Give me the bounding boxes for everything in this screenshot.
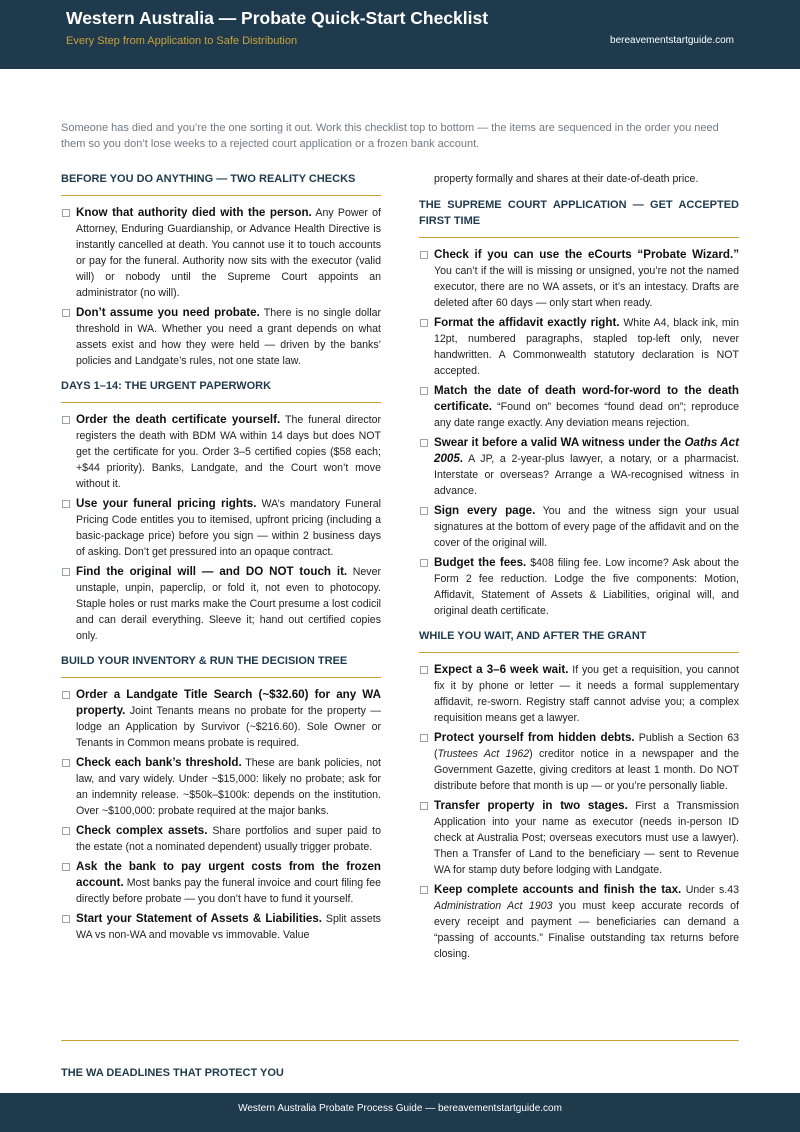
item-body: WA’s mandatory Funeral Pricing Code entitles you to itemised, upfront pricing (including a basic-package price) before you sign — within 2 business days of asking. Don’t get pressured into an opaque contract.: [76, 498, 381, 558]
item-heading-text: Transfer property in two stages.: [434, 799, 628, 812]
item-heading-text: Check if you can use the eCourts “Probate Wizard.”: [434, 248, 739, 261]
checklist-item: [419, 315, 739, 379]
checklist-item: [61, 412, 381, 492]
intro-paragraph: Someone has died and you’re the one sorting it out. Work this checklist top to bottom — the items are sequenced in the order you need them so you don’t lose weeks to a rejected court application or a frozen bank account.: [61, 122, 719, 150]
checkbox[interactable]: [62, 915, 70, 923]
section-title: BEFORE YOU DO ANYTHING — TWO REALITY CHECKS: [61, 171, 381, 196]
checklist-item: [419, 662, 739, 726]
item-heading-punct: .: [459, 452, 464, 465]
checkbox[interactable]: [420, 734, 428, 742]
continued-text: property formally and shares at their date-of-death price.: [434, 173, 699, 185]
item-body: Never unstaple, unpin, paperclip, or fold it, not even to photocopy. Staple holes or rust marks make the Court presume a lost codicil and can derail everything. Sleeve it; hand out certified copies only.: [76, 566, 382, 642]
left-column: [61, 171, 381, 952]
section-title: BUILD YOUR INVENTORY & RUN THE DECISION TREE: [61, 653, 381, 678]
checkbox[interactable]: [420, 802, 428, 810]
page-footer: [0, 1093, 800, 1132]
checkbox[interactable]: [420, 251, 428, 259]
item-heading-text: Check each bank’s threshold.: [76, 756, 242, 769]
item-body: you must keep accurate records of every receipt and payment — beneficiaries can demand a “passing of accounts.” Finalise outstanding tax returns before closing.: [434, 900, 739, 960]
checklist-item: [61, 755, 381, 819]
divider: [61, 1040, 739, 1041]
item-heading: [76, 565, 347, 578]
item-heading-text: Start your Statement of Assets & Liabilities.: [76, 912, 323, 925]
item-heading: [434, 799, 628, 812]
item-heading: [434, 883, 681, 896]
item-body: Publish a Section 63 (: [434, 732, 739, 760]
checkbox[interactable]: [62, 691, 70, 699]
checklist-section: [419, 628, 739, 962]
checklist-item: [61, 859, 381, 907]
item-heading-text: Protect yourself from hidden debts.: [434, 731, 635, 744]
item-heading: [76, 912, 322, 925]
item-heading-text: Format the affidavit exactly right.: [434, 316, 620, 329]
item-heading-text: Know that authority died with the person.: [76, 206, 312, 219]
section-title: THE SUPREME COURT APPLICATION — GET ACCEPTED FIRST TIME: [419, 197, 739, 238]
document-title: Western Australia — Probate Quick-Start Checklist: [66, 8, 489, 28]
item-heading: [434, 663, 568, 676]
section-title: DAYS 1–14: THE URGENT PAPERWORK: [61, 378, 381, 403]
item-heading-text: Keep complete accounts and finish the tax.: [434, 883, 682, 896]
checkbox[interactable]: [420, 319, 428, 327]
checklist-section: [61, 653, 381, 943]
checkbox[interactable]: [62, 209, 70, 217]
checkbox[interactable]: [62, 309, 70, 317]
document-subtitle: Every Step from Application to Safe Distribution: [66, 35, 298, 47]
checklist-item: [419, 383, 739, 431]
checklist-item: [61, 687, 381, 751]
checklist-item: [419, 503, 739, 551]
footer-text: Western Australia Probate Process Guide — bereavementstartguide.com: [238, 1103, 562, 1114]
item-heading-text: Swear it before a valid WA witness under the: [434, 436, 685, 449]
checklist-item: [419, 882, 739, 962]
checklist-item: [61, 823, 381, 855]
item-body: There is no single dollar threshold in WA. Whether you need a grant depends on what assets exist and how they were held — driven by the banks’ policies and Landgate’s rules, not one state law.: [76, 307, 381, 367]
item-heading: [76, 824, 207, 837]
item-body: “Found on” becomes “found dead on”; reproduce any date range exactly. Any deviation means rejection.: [434, 401, 739, 429]
header-site-link[interactable]: bereavementstartguide.com: [610, 35, 734, 46]
item-body: You and the witness sign your usual signatures at the bottom of every page of the affidavit and on the cover of the original will.: [434, 505, 739, 549]
item-heading: [434, 316, 620, 329]
item-citation: Administration Act 1903: [434, 900, 553, 912]
item-body: These are bank policies, not law, and vary widely. Under ~$15,000: likely no probate; ask for an indemnity release. ~$50k–$100k: depends on the institution. Over ~$100,000: probate required at the major banks.: [76, 757, 381, 817]
item-body: Most banks pay the funeral invoice and court filing fee directly before probate — you don’t have to fund it yourself.: [76, 877, 381, 905]
item-body: You can’t if the will is missing or unsigned, you’re not the named executor, there are no WA assets, or it’s an intestacy. Drafts are deleted after 60 days — only start when ready.: [434, 265, 739, 309]
checkbox[interactable]: [62, 759, 70, 767]
checklist-item: [419, 555, 739, 619]
item-heading: [434, 504, 535, 517]
checklist-item: [61, 564, 381, 644]
checkbox[interactable]: [420, 666, 428, 674]
item-heading: [434, 248, 739, 261]
item-heading-text: Find the original will — and DO NOT touch it.: [76, 565, 348, 578]
item-heading: [434, 731, 635, 744]
checkbox[interactable]: [420, 507, 428, 515]
item-body: A JP, a 2-year-plus lawyer, a notary, or a pharmacist. Interstate or overseas? Arrange a WA-recognised witness in advance.: [434, 453, 739, 497]
item-heading-text: Check complex assets.: [76, 824, 208, 837]
checkbox[interactable]: [420, 886, 428, 894]
checklist-item: [61, 305, 381, 369]
item-heading-text: Sign every page.: [434, 504, 536, 517]
item-heading: [76, 206, 312, 219]
item-body: ) creditor notice in a newspaper and the Government Gazette, giving creditors at least 1 month. Do NOT distribute before that month is up — or you’re personally liable.: [434, 748, 739, 792]
checkbox[interactable]: [62, 568, 70, 576]
checklist-item: [419, 798, 739, 878]
item-heading-text: Use your funeral pricing rights.: [76, 497, 257, 510]
checkbox[interactable]: [62, 863, 70, 871]
item-body: The funeral director registers the death with BDM WA within 14 days but does NOT get the certificate for you. Order 3–5 certified copies ($58 each; +$44 priority). Banks, Landgate, and the Court won’t move without it.: [76, 414, 382, 490]
checklist-section: [61, 171, 381, 369]
checklist-section: [61, 378, 381, 644]
item-body: Under s.43: [681, 884, 739, 896]
checklist-item: [61, 205, 381, 301]
item-heading: [76, 756, 242, 769]
right-column: [419, 171, 739, 971]
checklist-item: [419, 247, 739, 311]
item-heading: [76, 413, 280, 426]
item-body: Split assets WA vs non-WA and movable vs immovable. Value: [76, 913, 381, 941]
deadlines-heading: THE WA DEADLINES THAT PROTECT YOU: [61, 1067, 284, 1079]
checklist-item: [61, 496, 381, 560]
checkbox[interactable]: [62, 500, 70, 508]
item-body: If you get a requisition, you cannot fix it by phone or letter — it needs a formal supplementary affidavit, re-sworn. Registry staff cannot advise you; a complex requisition means get a lawyer.: [434, 664, 740, 724]
section-title: WHILE YOU WAIT, AND AFTER THE GRANT: [419, 628, 739, 653]
page-header: [0, 0, 800, 69]
item-body: Joint Tenants means no probate for the property — lodge an Application by Survivor (~$216.60). Sole Owner or Tenants in Common means probate is required.: [76, 705, 381, 749]
item-body: White A4, black ink, min 12pt, numbered paragraphs, stapled top-left only, never handwritten. A Commonwealth statutory declaration is NOT accepted.: [434, 317, 739, 377]
checkbox[interactable]: [420, 439, 428, 447]
item-body: First a Transmission Application into your name as executor (needs in-person ID check at Australia Post; overseas executors must use a lawyer). Then a Transfer of Land to the beneficiary — sent to Revenue WA for stamp duty before lodging with Landgate.: [434, 800, 739, 876]
checkbox[interactable]: [420, 559, 428, 567]
item-body: Any Power of Attorney, Enduring Guardianship, or Advance Health Directive is instantly cancelled at death. You cannot use it to touch accounts or pay for the funeral. Authority now sits with the executor (valid will) or nobody until the Supreme Court appoints an administrator (no will).: [76, 207, 381, 299]
checklist-item: [419, 730, 739, 794]
item-heading-text: Don’t assume you need probate.: [76, 306, 260, 319]
item-heading-text: Order a Landgate Title Search (~$32.60) for any WA property.: [76, 688, 381, 717]
checklist-item: [419, 435, 739, 499]
item-heading-citation: Oaths Act 2005: [434, 436, 739, 465]
item-citation: Trustees Act 1962: [437, 748, 530, 760]
item-heading: [76, 306, 260, 319]
item-body: Share portfolios and super paid to the estate (not a nominated dependent) usually trigger probate.: [76, 825, 381, 853]
item-heading: [434, 556, 526, 569]
item-heading-text: Match the date of death word-for-word to the death certificate.: [434, 384, 739, 413]
checkbox[interactable]: [62, 827, 70, 835]
checklist-item: [61, 911, 381, 943]
checkbox[interactable]: [420, 387, 428, 395]
item-heading-text: Order the death certificate yourself.: [76, 413, 281, 426]
item-heading-text: Expect a 3–6 week wait.: [434, 663, 569, 676]
checkbox[interactable]: [62, 416, 70, 424]
item-heading: [76, 497, 256, 510]
item-heading-text: Budget the fees.: [434, 556, 527, 569]
checklist-section: [419, 197, 739, 619]
item-heading-text: Ask the bank to pay urgent costs from the frozen account.: [76, 860, 381, 889]
item-body: $408 filing fee. Low income? Ask about the Form 2 fee reduction. Lodge the five components: Motion, Affidavit, Statement of Assets & Liabilities, original will, and original death certificate.: [434, 557, 740, 617]
